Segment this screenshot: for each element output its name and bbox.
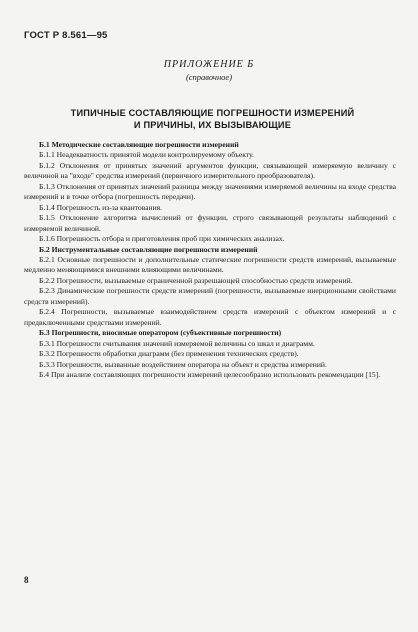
- paragraph-b2-4: Б.2.4 Погрешности, вызываемые взаимодействием средств измерений с объектом измерений и с предвключенными средствами измерений.: [24, 307, 396, 327]
- paragraph-b1-1: Б.1.1 Неадекватность принятой модели контролируемому объекту.: [39, 150, 254, 160]
- paragraph-b3-3: Б.3.3 Погрешности, вызванные воздействием оператора на объект и средства измерений.: [39, 359, 327, 369]
- section-title: [40, 107, 385, 131]
- paragraph-b1-6: Б.1.6 Погрешность отбора и приготовления проб при химических анализах.: [39, 234, 285, 244]
- paragraph-b1-3: Б.1.3 Отклонения от принятых значений разницы между значениями измеряемой величины на входе средства измерений и в точке отбора (погрешность передачи).: [24, 181, 396, 202]
- page-number: 8: [24, 575, 29, 585]
- section-title-line-2: И ПРИЧИНЫ, ИХ ВЫЗЫВАЮЩИЕ: [133, 120, 292, 130]
- appendix-title: ПРИЛОЖЕНИЕ Б: [163, 59, 255, 70]
- section-title-line-1: ТИПИЧНЫЕ СОСТАВЛЯЮЩИЕ ПОГРЕШНОСТИ ИЗМЕРЕНИЙ: [70, 108, 355, 118]
- paragraph-b3-1: Б.3.1 Погрешности считывания значений измеряемой величины со шкал и диаграмм.: [39, 338, 315, 348]
- section-heading-b1: Б.1 Методические составляющие погрешности измерений: [39, 140, 239, 149]
- paragraph-b2-2: Б.2.2 Погрешности, вызываемые ограниченной разрешающей способностью средств измерений.: [39, 275, 353, 285]
- paragraph-b2-1: Б.2.1 Основные погрешности и дополнительные статические погрешности средств измерений, вызываемые медленно меняющимися внешними влияющими величинами.: [24, 254, 396, 275]
- appendix-subtitle: (справочное): [185, 72, 233, 82]
- document-header: ГОСТ Р 8.561—95: [24, 30, 108, 41]
- paragraph-b4: Б.4 При анализе составляющих погрешности измерений целесообразно использовать рекомендации [15].: [39, 369, 381, 379]
- paragraph-b3-2: Б.3.2 Погрешности обработки диаграмм (без применения технических средств).: [39, 349, 299, 359]
- paragraph-b1-2: Б.1.2 Отклонения от принятых значений аргументов функции, связывающей измеряемую величину с величиной на "входе" средства измерений (первичного измерительного преобразователя).: [24, 160, 396, 181]
- paragraph-b2-3: Б.2.3 Динамические погрешности средств измерений (погрешности, вызываемые инерционными свойствами средств измерений).: [24, 286, 396, 306]
- section-heading-b3: Б.3 Погрешности, вносимые оператором (субъективные погрешности): [39, 328, 282, 338]
- paragraph-b1-4: Б.1.4 Погрешность из-за квантования.: [39, 202, 163, 212]
- document-body: [24, 140, 396, 380]
- paragraph-b1-5: Б.1.5 Отклонение алгоритма вычислений от функции, строго связывающей результаты наблюдений с измеряемой величиной.: [24, 213, 396, 233]
- section-heading-b2: Б.2 Инструментальные составляющие погрешности измерений: [39, 244, 258, 254]
